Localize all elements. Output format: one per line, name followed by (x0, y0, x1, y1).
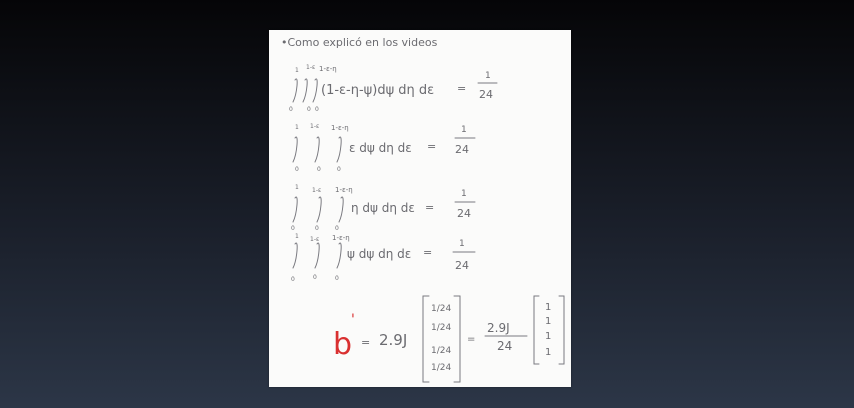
result-equation (333, 296, 564, 382)
upper-limit: 1 (295, 67, 299, 74)
equals-sign: = (361, 336, 371, 349)
integral-sign (293, 197, 297, 222)
lower-limit: 0 (335, 275, 339, 282)
fraction-numerator: 1 (461, 125, 467, 135)
lower-limit: 0 (295, 166, 299, 173)
upper-limit: 1-ε-η (319, 65, 337, 73)
integrand: (1-ε-η-ψ)dψ dη dε (321, 83, 435, 98)
lower-limit: 0 (307, 106, 311, 113)
integral-sign (293, 79, 297, 102)
coefficient: 2.9J (379, 331, 408, 349)
lower-limit: 0 (337, 166, 341, 173)
lower-limit: 0 (289, 106, 293, 113)
vector-entry: 1/24 (431, 304, 452, 314)
equation-3 (291, 184, 475, 232)
upper-limit: 1-ε-η (335, 186, 353, 194)
integral-sign (293, 137, 297, 162)
upper-limit: 1-ε-η (332, 234, 350, 242)
integral-sign (337, 243, 341, 268)
fraction-numerator: 1 (461, 189, 467, 199)
integrand: ψ dψ dη dε (347, 247, 412, 261)
equals-sign: = (457, 82, 467, 95)
lower-limit: 0 (317, 166, 321, 173)
integrand: η dψ dη dε (351, 201, 415, 215)
upper-limit: 1 (295, 124, 299, 131)
handwritten-page (269, 30, 571, 387)
upper-limit: 1-ε-η (331, 124, 349, 132)
integral-sign (315, 137, 319, 162)
vector-entry: 1/24 (431, 363, 452, 373)
fraction-numerator: 2.9J (487, 321, 510, 335)
vector-entry: 1 (545, 331, 552, 342)
vector-entry: 1 (545, 316, 552, 327)
fraction-numerator: 1 (485, 71, 491, 81)
lower-limit: 0 (335, 225, 339, 232)
fraction-denominator: 24 (479, 88, 493, 101)
equals-sign: = (467, 334, 476, 345)
b-prime-symbol: b (333, 327, 353, 362)
integral-sign (303, 79, 307, 102)
equation-1 (289, 64, 497, 113)
integral-sign (337, 137, 341, 162)
lower-limit: 0 (291, 225, 295, 232)
right-vector-bracket-close (559, 296, 564, 364)
upper-limit: 1 (295, 184, 299, 191)
fraction-denominator: 24 (455, 143, 469, 156)
fraction-denominator: 24 (455, 259, 469, 272)
equals-sign: = (427, 140, 437, 153)
vector-entry: 1 (545, 302, 552, 313)
equation-2 (293, 123, 475, 173)
upper-limit: 1-ε (310, 236, 320, 243)
left-vector-bracket-open (423, 296, 429, 382)
upper-limit: 1-ε (306, 64, 316, 71)
equals-sign: = (425, 201, 435, 214)
vector-entry: 1/24 (431, 346, 452, 356)
integral-sign (315, 243, 319, 268)
fraction-denominator: 24 (457, 207, 471, 220)
left-vector-bracket-close (454, 296, 460, 382)
lower-limit: 0 (315, 106, 319, 113)
lower-limit: 0 (291, 276, 295, 283)
integral-sign (317, 197, 321, 222)
integrand: ε dψ dη dε (349, 141, 412, 155)
fraction-denominator: 24 (497, 339, 513, 353)
integral-sign (293, 243, 297, 268)
upper-limit: 1 (295, 233, 299, 240)
lower-limit: 0 (315, 225, 319, 232)
fraction-numerator: 1 (459, 239, 465, 249)
upper-limit: 1-ε (310, 123, 320, 130)
vector-entry: 1 (545, 347, 552, 358)
equals-sign: = (423, 246, 433, 259)
integral-sign (313, 79, 317, 102)
right-vector-bracket-open (534, 296, 539, 364)
page-canvas (269, 30, 571, 387)
lower-limit: 0 (313, 274, 317, 281)
page-heading: •Como explicó en los videos (281, 36, 438, 49)
vector-entry: 1/24 (431, 323, 452, 333)
integral-sign (339, 197, 343, 222)
equation-4 (291, 233, 475, 283)
prime-mark: ' (351, 312, 355, 328)
upper-limit: 1-ε (312, 187, 322, 194)
